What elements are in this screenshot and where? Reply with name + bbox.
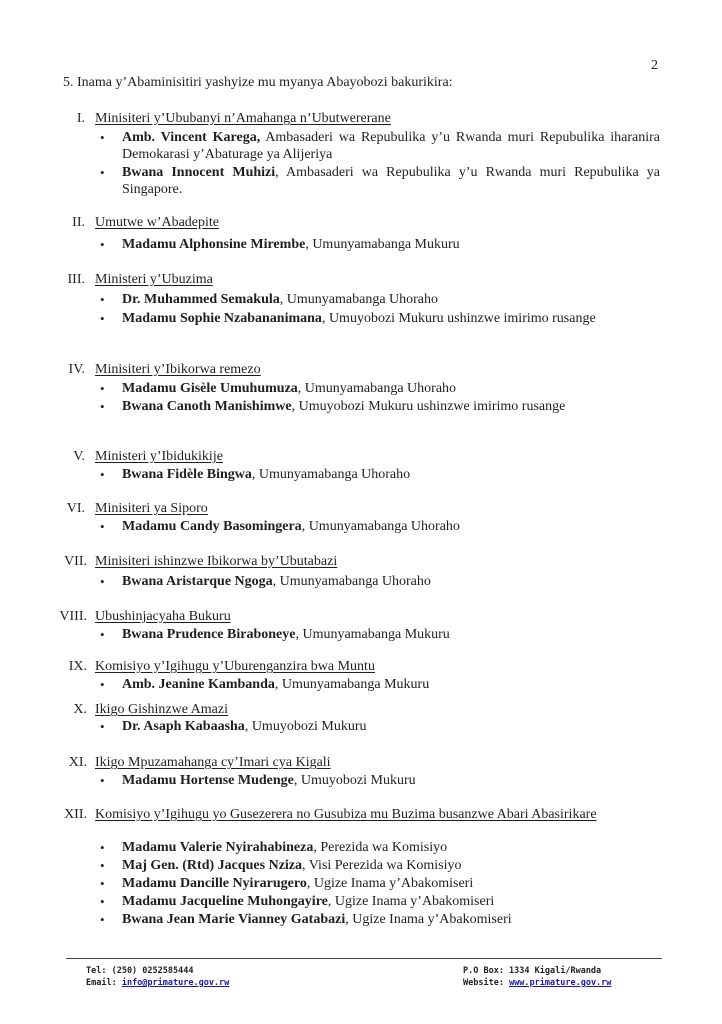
appointee-item — [100, 893, 660, 910]
bullet-icon: • — [100, 130, 105, 145]
appointee-role: , Perezida wa Komisiyo — [313, 840, 448, 855]
footer-tel: Tel: (250) 0252585444 — [86, 966, 194, 976]
footer-rule — [66, 958, 662, 959]
appointee-name: Amb. Jeanine Kambanda — [122, 677, 275, 692]
bullet-icon: • — [100, 719, 105, 734]
bullet-icon: • — [100, 237, 105, 252]
appointee-text — [122, 291, 660, 308]
section-numeral: X. — [73, 702, 87, 717]
appointee-role: , Umunyamabanga Mukuru — [295, 627, 450, 642]
appointee-role: , Umunyamabanga Uhoraho — [279, 292, 439, 307]
appointee-name: Bwana Jean Marie Vianney Gatabazi — [122, 912, 346, 927]
appointee-role: , Ugize Inama y’Abakomiseri — [345, 912, 512, 927]
appointee-item — [100, 718, 660, 735]
appointee-text — [122, 466, 660, 483]
section-numeral: VII. — [64, 554, 87, 569]
bullet-icon: • — [100, 677, 105, 692]
section-numeral: IV. — [68, 362, 85, 377]
appointee-name: Bwana Prudence Biraboneye — [122, 627, 296, 642]
appointee-item — [100, 164, 660, 198]
bullet-icon: • — [100, 292, 105, 307]
intro-line: 5. Inama y’Abaminisitiri yashyize mu myanya Abayobozi bakurikira: — [63, 75, 453, 90]
section-heading: Umutwe w’Abadepite — [95, 215, 220, 230]
appointee-item — [100, 573, 660, 590]
section-numeral: XII. — [64, 807, 87, 822]
appointee-text — [122, 839, 660, 856]
appointee-role: Ambasaderi wa Repubulika y’u Rwanda muri Repubulika iharanira Demokarasi y’Abaturage ya Alijeriya — [122, 130, 661, 162]
appointee-item — [100, 466, 660, 483]
appointee-name: Madamu Dancille Nyirarugero — [122, 876, 307, 891]
appointee-text — [122, 310, 660, 327]
appointee-item — [100, 857, 660, 874]
page-number: 2 — [651, 58, 658, 73]
footer-website-line — [463, 977, 611, 989]
appointee-text — [122, 380, 660, 397]
appointee-text — [122, 857, 660, 874]
appointee-item — [100, 772, 660, 789]
appointee-name: Bwana Canoth Manishimwe — [122, 399, 292, 414]
appointee-name: Dr. Muhammed Semakula — [122, 292, 280, 307]
appointee-role: , Umuyobozi Mukuru — [293, 773, 416, 788]
section-heading: Minisiteri y’Ibikorwa remezo — [95, 362, 261, 377]
section-heading: Komisiyo y’Igihugu y’Uburenganzira bwa Muntu — [95, 659, 375, 674]
appointee-item — [100, 626, 660, 643]
appointee-role: , Umunyamabanga Uhoraho — [272, 574, 431, 589]
bullet-icon: • — [100, 311, 105, 326]
bullet-icon: • — [100, 912, 105, 927]
appointee-name: Bwana Innocent Muhizi — [122, 165, 276, 180]
appointee-name: Madamu Gisèle Umuhumuza — [122, 381, 298, 396]
footer-email-line — [86, 977, 229, 989]
appointee-name: Madamu Valerie Nyirahabineza — [122, 840, 314, 855]
appointee-name: Madamu Jacqueline Muhongayire — [122, 894, 328, 909]
appointee-text — [122, 164, 660, 198]
section-numeral: I. — [76, 111, 85, 126]
appointee-role: , Ugize Inama y’Abakomiseri — [306, 876, 474, 891]
section-heading: Minisiteri ishinzwe Ibikorwa by’Ubutabazi — [95, 554, 338, 569]
appointee-text — [122, 573, 660, 590]
appointee-text — [122, 626, 660, 643]
section-heading: Ikigo Mpuzamahanga cy’Imari cya Kigali — [95, 755, 331, 770]
appointee-role: , Umunyamabanga Mukuru — [305, 237, 460, 252]
footer-right — [463, 965, 611, 989]
section-heading: Minisiteri ya Siporo — [95, 501, 208, 516]
appointee-role: , Umuyobozi Mukuru — [244, 719, 367, 734]
appointee-name: Bwana Fidèle Bingwa — [122, 467, 252, 482]
section-heading: Ministeri y’Ibidukikije — [95, 449, 223, 464]
appointee-text — [122, 893, 660, 910]
appointee-text — [122, 911, 660, 928]
section-heading: Komisiyo y’Igihugu yo Gusezerera no Gusubiza mu Buzima busanzwe Abari Abasirikare — [95, 807, 597, 822]
appointee-text — [122, 676, 660, 693]
bullet-icon: • — [100, 519, 105, 534]
appointee-item — [100, 911, 660, 928]
appointee-name: Madamu Alphonsine Mirembe — [122, 237, 306, 252]
footer-pobox: P.O Box: 1334 Kigali/Rwanda — [463, 966, 602, 976]
section-heading: Ikigo Gishinzwe Amazi — [95, 702, 228, 717]
footer-email-label: Email: — [86, 978, 122, 988]
appointee-item — [100, 129, 660, 163]
footer-left — [86, 965, 229, 989]
appointee-item — [100, 380, 660, 397]
bullet-icon: • — [100, 399, 105, 414]
appointee-name: Madamu Hortense Mudenge — [122, 773, 294, 788]
bullet-icon: • — [100, 773, 105, 788]
appointee-role: , Umunyamabanga Uhoraho — [251, 467, 411, 482]
footer-email-link[interactable]: info@primature.gov.rw — [121, 978, 230, 988]
bullet-icon: • — [100, 894, 105, 909]
appointee-name: Amb. Vincent Karega, — [122, 130, 261, 145]
appointee-text — [122, 772, 660, 789]
appointee-item — [100, 291, 660, 308]
appointee-item — [100, 839, 660, 856]
footer-website-label: Website: — [463, 978, 510, 988]
bullet-icon: • — [100, 858, 105, 873]
bullet-icon: • — [100, 467, 105, 482]
appointee-text — [122, 236, 660, 253]
appointee-role: , Ugize Inama y’Abakomiseri — [327, 894, 495, 909]
appointee-text — [122, 518, 660, 535]
appointee-role: , Ambasaderi wa Repubulika y’u Rwanda muri Repubulika ya Singapore. — [122, 165, 660, 197]
appointee-item — [100, 676, 660, 693]
bullet-icon: • — [100, 165, 105, 180]
appointee-name: Maj Gen. (Rtd) Jacques Nziza — [122, 858, 303, 873]
appointee-item — [100, 236, 660, 253]
appointee-name: Bwana Aristarque Ngoga — [122, 574, 273, 589]
section-heading: Minisiteri y’Ububanyi n’Amahanga n’Ubutwererane — [95, 111, 391, 126]
section-heading: Ministeri y’Ubuzima — [95, 272, 213, 287]
appointee-name: Madamu Candy Basomingera — [122, 519, 302, 534]
appointee-item — [100, 398, 660, 415]
bullet-icon: • — [100, 840, 105, 855]
section-heading: Ubushinjacyaha Bukuru — [95, 609, 231, 624]
appointee-role: , Umunyamabanga Uhoraho — [297, 381, 457, 396]
appointee-name: Dr. Asaph Kabaasha — [122, 719, 245, 734]
appointee-text — [122, 398, 660, 415]
bullet-icon: • — [100, 876, 105, 891]
appointee-role: , Umuyobozi Mukuru ushinzwe imirimo rusange — [321, 311, 596, 326]
section-numeral: V. — [73, 449, 85, 464]
bullet-icon: • — [100, 627, 105, 642]
section-numeral: III. — [67, 272, 85, 287]
appointee-item — [100, 875, 660, 892]
appointee-role: , Umunyamabanga Uhoraho — [301, 519, 460, 534]
appointee-name: Madamu Sophie Nzabananimana — [122, 311, 322, 326]
section-numeral: II. — [72, 215, 85, 230]
appointee-role: , Visi Perezida wa Komisiyo — [302, 858, 462, 873]
bullet-icon: • — [100, 381, 105, 396]
appointee-item — [100, 518, 660, 535]
section-numeral: VIII. — [59, 609, 87, 624]
appointee-text — [122, 129, 660, 163]
section-numeral: VI. — [66, 501, 85, 516]
appointee-role: , Umunyamabanga Mukuru — [274, 677, 430, 692]
appointee-role: , Umuyobozi Mukuru ushinzwe imirimo rusange — [291, 399, 566, 414]
appointee-text — [122, 875, 660, 892]
section-numeral: XI. — [68, 755, 87, 770]
appointee-item — [100, 310, 660, 327]
footer-website-link[interactable]: www.primature.gov.rw — [509, 978, 612, 988]
bullet-icon: • — [100, 574, 105, 589]
appointee-text — [122, 718, 660, 735]
section-numeral: IX. — [68, 659, 87, 674]
